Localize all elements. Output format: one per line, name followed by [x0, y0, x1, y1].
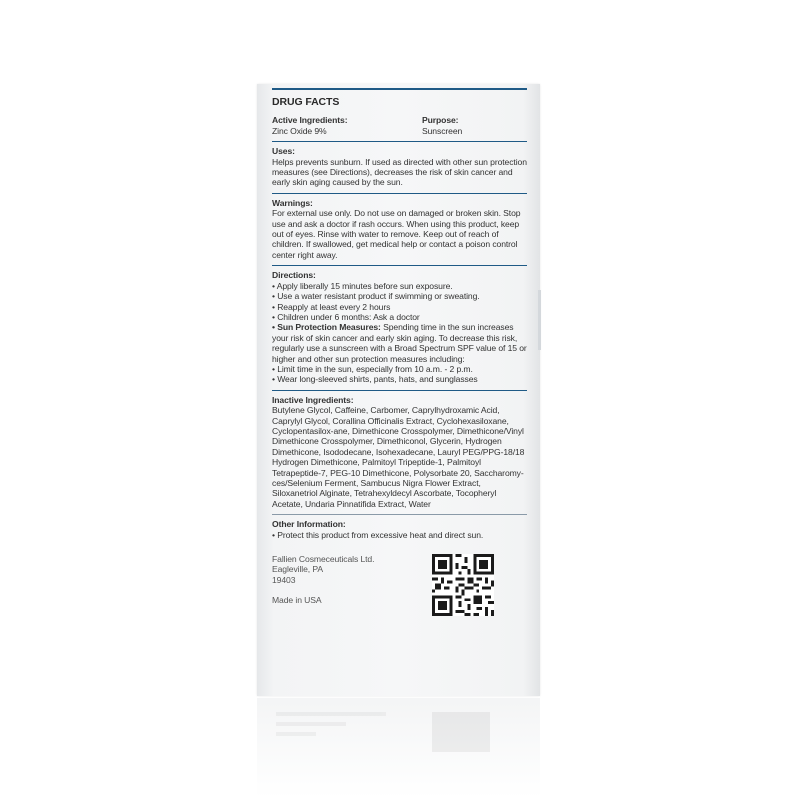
other-information-heading: Other Information: [272, 519, 346, 530]
reflection-qr-ghost [432, 712, 490, 752]
directions-item: • Children under 6 months: Ask a doctor [272, 311, 420, 322]
drug-facts-title: DRUG FACTS [272, 96, 340, 108]
warnings-text: For external use only. Do not use on damaged or broken skin. Stop use and ask a doctor if rash occurs. When using this product, keep out of eyes. Rinse with water to remove. Keep out of reach of children. If swallowed, get medical help or contact a poison control center right away. [272, 208, 521, 260]
reflection-text-ghost [276, 712, 396, 742]
warnings-heading: Warnings: [272, 197, 313, 208]
inactive-ingredients-heading: Inactive Ingredients: [272, 394, 354, 405]
company-city: Eagleville, PA [272, 564, 323, 575]
directions-item: • Apply liberally 15 minutes before sun exposure. [272, 280, 453, 291]
section-rule [272, 141, 527, 142]
active-purpose-row [272, 115, 527, 136]
made-in: Made in USA [272, 595, 322, 606]
sun-protection-text: Spending time in the sun increases your risk of skin cancer and early skin aging. To decrease this risk, regularly use a sunscreen with a Broad Spectrum SPF value of 15 or higher and other sun protection measures including: [272, 322, 527, 364]
purpose-value: Sunscreen [422, 125, 463, 136]
company-zip: 19403 [272, 574, 296, 585]
sun-protection-lead: • Sun Protection Measures: [272, 322, 381, 333]
sun-protection-item: • Limit time in the sun, especially from 10 a.m. - 2 p.m. [272, 363, 473, 374]
drug-facts-label [272, 88, 527, 683]
purpose-heading: Purpose: [422, 115, 459, 126]
qr-code-icon [432, 554, 494, 616]
directions-item: • Reapply at least every 2 hours [272, 301, 391, 312]
box-edge-shade [538, 290, 541, 350]
header-rule [272, 88, 527, 90]
uses-text: Helps prevents sunburn. If used as directed with other sun protection measures (see Directions), decreases the risk of skin cancer and early skin aging caused by the sun. [272, 156, 527, 188]
directions-item: • Use a water resistant product if swimming or sweating. [272, 291, 480, 302]
section-rule [272, 390, 527, 391]
active-ingredients-heading: Active Ingredients: [272, 115, 348, 126]
company-name: Fallien Cosmeceuticals Ltd. [272, 554, 375, 565]
directions-list [272, 281, 527, 323]
sun-protection-list [272, 364, 527, 385]
sun-protection-item: • Wear long-sleeved shirts, pants, hats, and sunglasses [272, 374, 478, 385]
company-address [272, 554, 432, 616]
uses-heading: Uses: [272, 146, 295, 157]
sun-protection-paragraph [272, 322, 527, 364]
directions-heading: Directions: [272, 270, 316, 281]
section-rule [272, 265, 527, 266]
active-ingredients-value: Zinc Oxide 9% [272, 125, 327, 136]
inactive-ingredients-text: Butylene Glycol, Caffeine, Carbomer, Caprylhydroxamic Acid, Caprylyl Glycol, Corallina Officinalis Extract, Cyclohexasiloxane, Cyclopentasilox-ane, Dimethicone Crosspolymer, Dimethicone/Vinyl Dimethicone Crosspolymer, Dimethiconol, Glycerin, Hydrogen Dimethicone, Isododecane, Isohexadecane, Lauryl PEG/PPG-18/18 Hydrogen Dimethicone, Palmitoyl Tripeptide-1, Palmitoyl Tetrapeptide-7, PEG-10 Dimethicone, Polysorbate 20, Saccharomy-ces/Selenium Ferment, Sambucus Nigra Flower Extract, Siloxanetriol Alginate, Tetrahexyldecyl Ascorbate, Tocopheryl Acetate, Undaria Pinnatifida Extract, Water [272, 405, 525, 509]
label-footer [272, 554, 527, 616]
section-rule [272, 514, 527, 515]
section-rule [272, 193, 527, 194]
other-information-text: • Protect this product from excessive heat and direct sun. [272, 529, 484, 540]
